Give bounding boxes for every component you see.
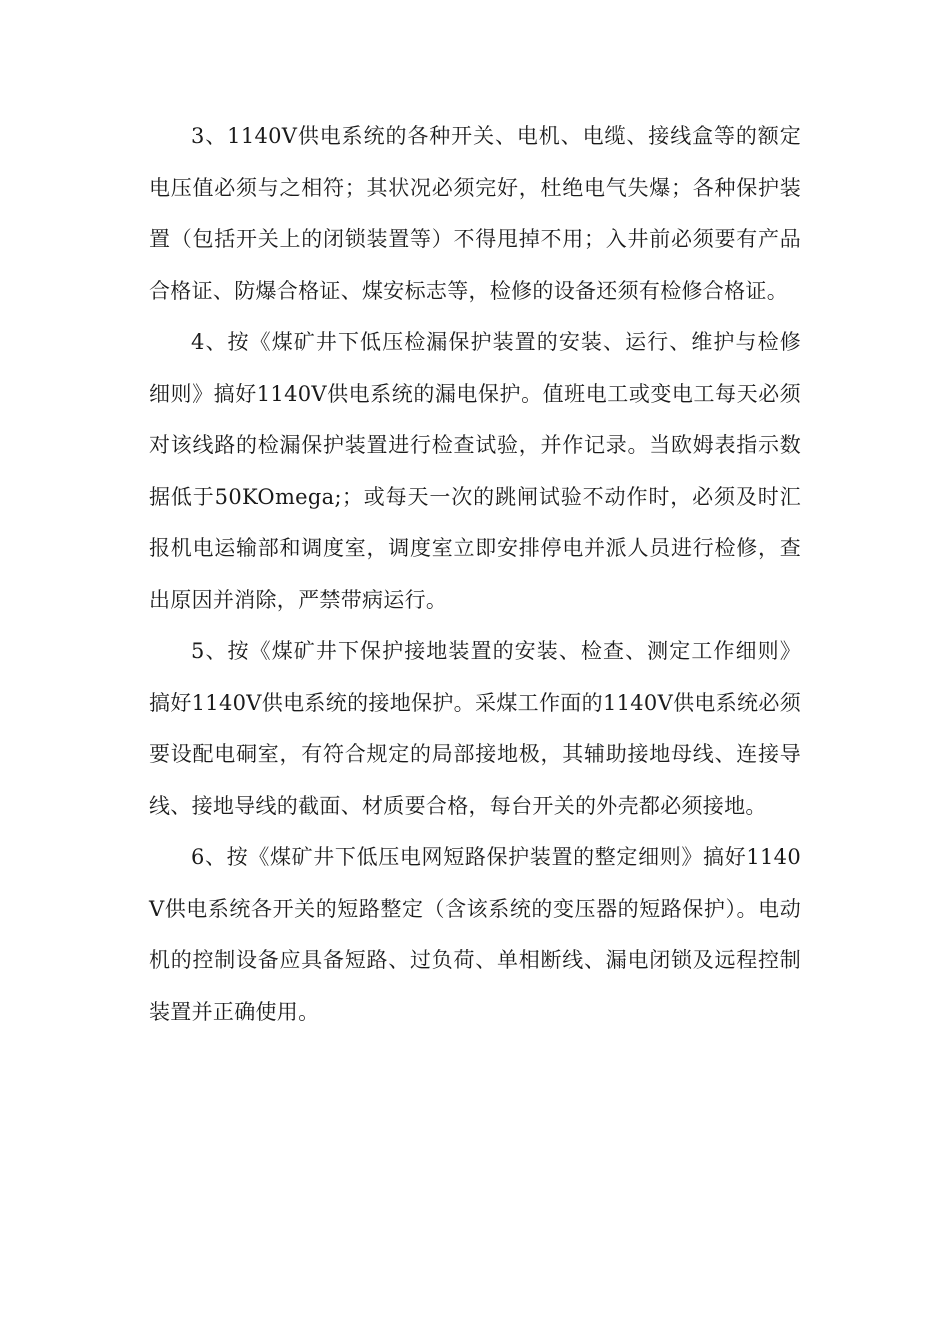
paragraph-6: 6、按《煤矿井下低压电网短路保护装置的整定细则》搞好1140V供电系统各开关的短路整定（含该系统的变压器的短路保护）。电动机的控制设备应具备短路、过负荷、单相断线、漏电闭锁及远程控制装置并正确使用。	[149, 845, 801, 1024]
document-body	[149, 111, 801, 1038]
paragraph-4: 4、按《煤矿井下低压检漏保护装置的安装、运行、维护与检修细则》搞好1140V供电系统的漏电保护。值班电工或变电工每天必须对该线路的检漏保护装置进行检查试验，并作记录。当欧姆表指示数据低于50KOmega;；或每天一次的跳闸试验不动作时，必须及时汇报机电运输部和调度室，调度室立即安排停电并派人员进行检修，查出原因并消除，严禁带病运行。	[149, 330, 801, 612]
paragraph-3: 3、1140V供电系统的各种开关、电机、电缆、接线盒等的额定电压值必须与之相符；其状况必须完好，杜绝电气失爆；各种保护装置（包括开关上的闭锁装置等）不得甩掉不用；入井前必须要有产品合格证、防爆合格证、煤安标志等，检修的设备还须有检修合格证。	[149, 124, 801, 303]
paragraph-5: 5、按《煤矿井下保护接地装置的安装、检查、测定工作细则》搞好1140V供电系统的接地保护。采煤工作面的1140V供电系统必须要设配电硐室，有符合规定的局部接地极，其辅助接地母线、连接导线、接地导线的截面、材质要合格，每台开关的外壳都必须接地。	[149, 639, 801, 818]
